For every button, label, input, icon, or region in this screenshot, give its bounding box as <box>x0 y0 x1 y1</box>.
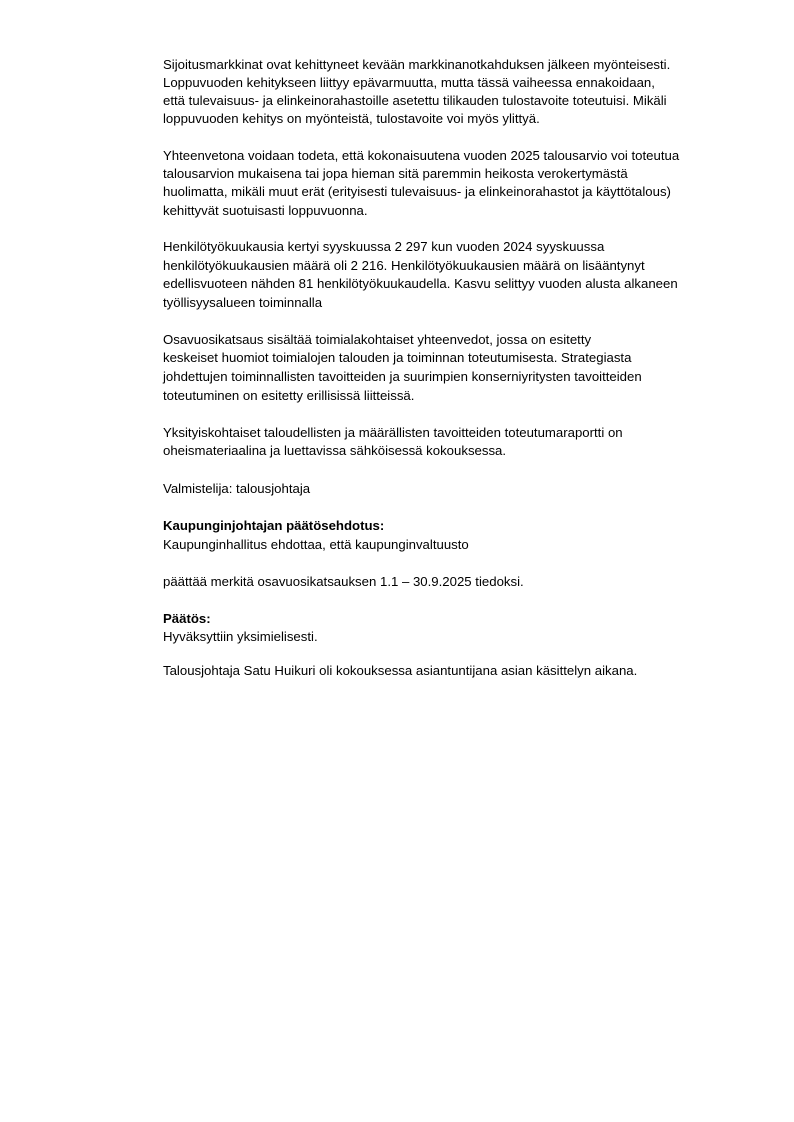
text-line: keskeiset huomiot toimialojen talouden ja toiminnan toteutumisesta. Strategiasta <box>163 350 632 365</box>
text-line: että tulevaisuus- ja elinkeinorahastoille asetettu tilikauden tulostavoite toteutuisi. Mikäli <box>163 93 667 108</box>
text-line: Osavuosikatsaus sisältää toimialakohtaiset yhteenvedot, jossa on esitetty <box>163 332 592 347</box>
text-line: Yksityiskohtaiset taloudellisten ja määrällisten tavoitteiden toteutumaraportti on <box>163 425 623 440</box>
preparer: Valmistelija: talousjohtaja <box>163 481 311 496</box>
text-line: työllisyysalueen toiminnalla <box>163 295 323 310</box>
decision-text: Hyväksyttiin yksimielisesti. <box>163 629 318 644</box>
text-line: edellisvuoteen nähden 81 henkilötyökuukaudella. Kasvu selittyy vuoden alusta alkaneen <box>163 276 678 291</box>
text-line: talousarvion mukaisena tai jopa hieman sitä paremmin heikosta verokertymästä <box>163 166 628 181</box>
text-line: toteutuminen on esitetty erillisissä liitteissä. <box>163 388 415 403</box>
decision-heading: Päätös: <box>163 611 211 626</box>
text-line: johdettujen toiminnallisten tavoitteiden ja suurimpien konserniyritysten tavoitteiden <box>163 369 642 384</box>
proposal-text: päättää merkitä osavuosikatsauksen 1.1 – 30.9.2025 tiedoksi. <box>163 574 524 589</box>
text-line: Sijoitusmarkkinat ovat kehittyneet kevään markkinanotkahduksen jälkeen myönteisesti. <box>163 57 671 72</box>
text-line: kehittyvät suotuisasti loppuvuonna. <box>163 203 368 218</box>
proposal-heading: Kaupunginjohtajan päätösehdotus: <box>163 518 385 533</box>
text-line: Loppuvuoden kehitykseen liittyy epävarmuutta, mutta tässä vaiheessa ennakoidaan, <box>163 75 655 90</box>
text-line: Yhteenvetona voidaan todeta, että kokonaisuutena vuoden 2025 talousarvio voi toteutua <box>163 148 680 163</box>
expert-note: Talousjohtaja Satu Huikuri oli kokouksessa asiantuntijana asian käsittelyn aikana. <box>163 663 638 678</box>
text-line: huolimatta, mikäli muut erät (erityisesti tulevaisuus- ja elinkeinorahastot ja käyttötalous) <box>163 184 671 199</box>
text-line: oheismateriaalina ja luettavissa sähköisessä kokouksessa. <box>163 443 507 458</box>
text-line: henkilötyökuukausien määrä oli 2 216. Henkilötyökuukausien määrä on lisääntynyt <box>163 258 645 273</box>
text-line: loppuvuoden kehitys on myönteistä, tulostavoite voi myös ylittyä. <box>163 111 540 126</box>
proposal-text: Kaupunginhallitus ehdottaa, että kaupunginvaltuusto <box>163 537 469 552</box>
text-line: Henkilötyökuukausia kertyi syyskuussa 2 297 kun vuoden 2024 syyskuussa <box>163 239 605 254</box>
